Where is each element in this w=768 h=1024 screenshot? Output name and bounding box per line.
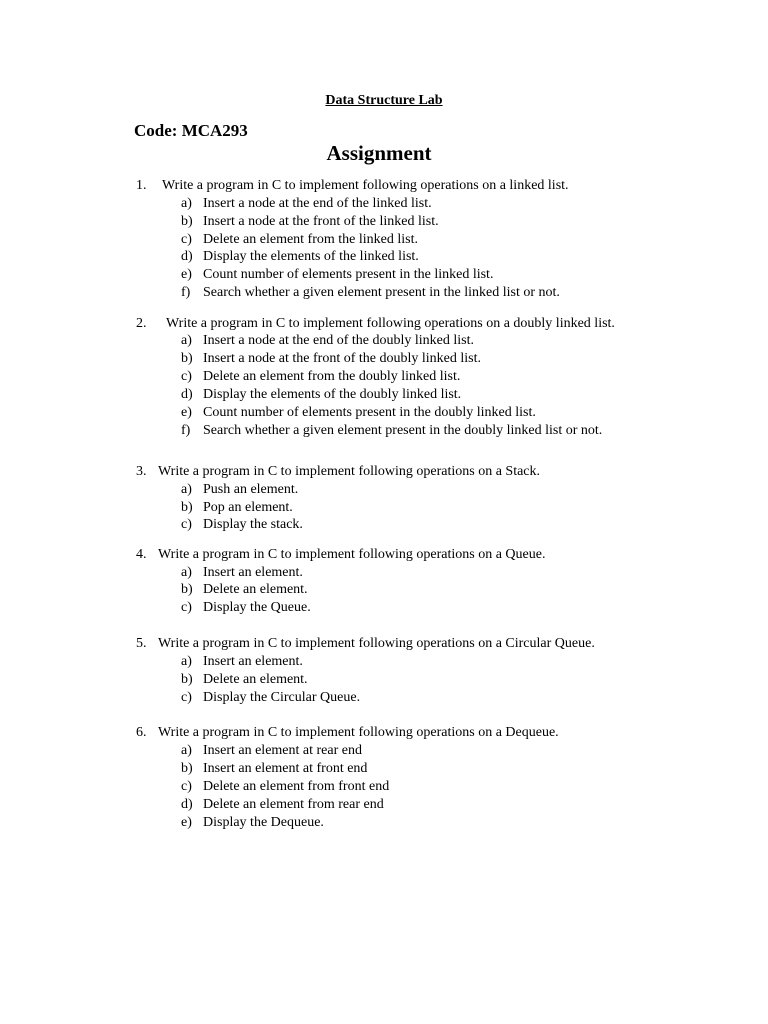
sub-item-text: Delete an element from the doubly linked list. [203, 369, 461, 384]
sub-item-text: Insert a node at the front of the doubly linked list. [203, 351, 481, 366]
question-text: Write a program in C to implement following operations on a Queue. [158, 547, 546, 562]
question-number: 5. [136, 636, 147, 651]
sub-item-letter: d) [181, 387, 193, 402]
sub-item [0, 581, 768, 599]
sub-item-letter: a) [181, 743, 192, 758]
sub-item [0, 231, 768, 249]
sub-item [0, 689, 768, 707]
sub-item [0, 422, 768, 440]
sub-item-letter: d) [181, 797, 193, 812]
sub-item-letter: a) [181, 654, 192, 669]
sub-item-letter: c) [181, 369, 192, 384]
sub-item [0, 386, 768, 404]
sub-item-text: Insert an element. [203, 565, 303, 580]
question-number: 1. [136, 178, 147, 193]
sub-item-text: Delete an element. [203, 672, 308, 687]
sub-item-letter: b) [181, 672, 193, 687]
sub-item [0, 653, 768, 671]
sub-item-text: Display the Circular Queue. [203, 690, 361, 705]
sub-item-text: Insert an element. [203, 654, 303, 669]
sub-item-letter: b) [181, 351, 193, 366]
sub-item-text: Insert an element at rear end [203, 743, 362, 758]
course-title: Data Structure Lab [325, 93, 443, 108]
sub-item-letter: c) [181, 690, 192, 705]
sub-item [0, 778, 768, 796]
sub-item [0, 266, 768, 284]
question-text: Write a program in C to implement following operations on a doubly linked list. [166, 316, 615, 331]
sub-item-text: Count number of elements present in the linked list. [203, 267, 494, 282]
sub-item-text: Delete an element from rear end [203, 797, 384, 812]
sub-item-text: Display the elements of the linked list. [203, 249, 419, 264]
sub-item [0, 248, 768, 266]
sub-item-text: Delete an element from front end [203, 779, 390, 794]
sub-item [0, 404, 768, 422]
sub-item-letter: c) [181, 232, 192, 247]
sub-item-letter: c) [181, 779, 192, 794]
assignment-heading: Assignment [326, 141, 432, 165]
question-number: 3. [136, 464, 147, 479]
sub-item [0, 814, 768, 832]
sub-item-letter: e) [181, 405, 192, 420]
sub-item [0, 499, 768, 517]
sub-item-text: Display the stack. [203, 517, 303, 532]
sub-item [0, 368, 768, 386]
course-code: Code: MCA293 [134, 121, 248, 140]
sub-item [0, 284, 768, 302]
sub-item [0, 599, 768, 617]
sub-item-text: Count number of elements present in the doubly linked list. [203, 405, 536, 420]
sub-item-letter: a) [181, 482, 192, 497]
sub-item-letter: f) [181, 285, 191, 300]
sub-item-text: Insert a node at the end of the doubly linked list. [203, 333, 474, 348]
sub-item [0, 564, 768, 582]
sub-item-letter: a) [181, 565, 192, 580]
sub-item [0, 760, 768, 778]
sub-item-letter: b) [181, 214, 193, 229]
sub-item-text: Delete an element from the linked list. [203, 232, 418, 247]
sub-item [0, 195, 768, 213]
sub-item-letter: a) [181, 333, 192, 348]
sub-item-text: Insert a node at the front of the linked list. [203, 214, 439, 229]
sub-item-text: Search whether a given element present in the linked list or not. [203, 285, 560, 300]
sub-item [0, 742, 768, 760]
sub-item-text: Display the elements of the doubly linked list. [203, 387, 462, 402]
sub-item [0, 332, 768, 350]
question-text: Write a program in C to implement following operations on a Circular Queue. [158, 636, 595, 651]
sub-item-letter: e) [181, 815, 192, 830]
sub-item [0, 213, 768, 231]
sub-item [0, 481, 768, 499]
question-number: 6. [136, 725, 147, 740]
sub-item-text: Push an element. [203, 482, 299, 497]
question-text: Write a program in C to implement following operations on a Stack. [158, 464, 541, 479]
sub-item-letter: b) [181, 761, 193, 776]
sub-item-letter: c) [181, 517, 192, 532]
sub-item-letter: a) [181, 196, 192, 211]
sub-item-text: Insert an element at front end [203, 761, 368, 776]
sub-item-text: Display the Queue. [203, 600, 311, 615]
sub-item [0, 671, 768, 689]
question-text: Write a program in C to implement following operations on a linked list. [162, 178, 569, 193]
question-number: 4. [136, 547, 147, 562]
sub-item [0, 350, 768, 368]
sub-item-text: Display the Dequeue. [203, 815, 324, 830]
sub-item [0, 516, 768, 534]
sub-item-letter: c) [181, 600, 192, 615]
question-text: Write a program in C to implement following operations on a Dequeue. [158, 725, 559, 740]
sub-item-letter: f) [181, 423, 191, 438]
sub-item-text: Insert a node at the end of the linked list. [203, 196, 432, 211]
question-number: 2. [136, 316, 147, 331]
sub-item-text: Delete an element. [203, 582, 308, 597]
sub-item-text: Search whether a given element present in the doubly linked list or not. [203, 423, 603, 438]
sub-item-letter: d) [181, 249, 193, 264]
sub-item [0, 796, 768, 814]
sub-item-letter: e) [181, 267, 192, 282]
sub-item-letter: b) [181, 582, 193, 597]
sub-item-text: Pop an element. [203, 500, 293, 515]
sub-item-letter: b) [181, 500, 193, 515]
